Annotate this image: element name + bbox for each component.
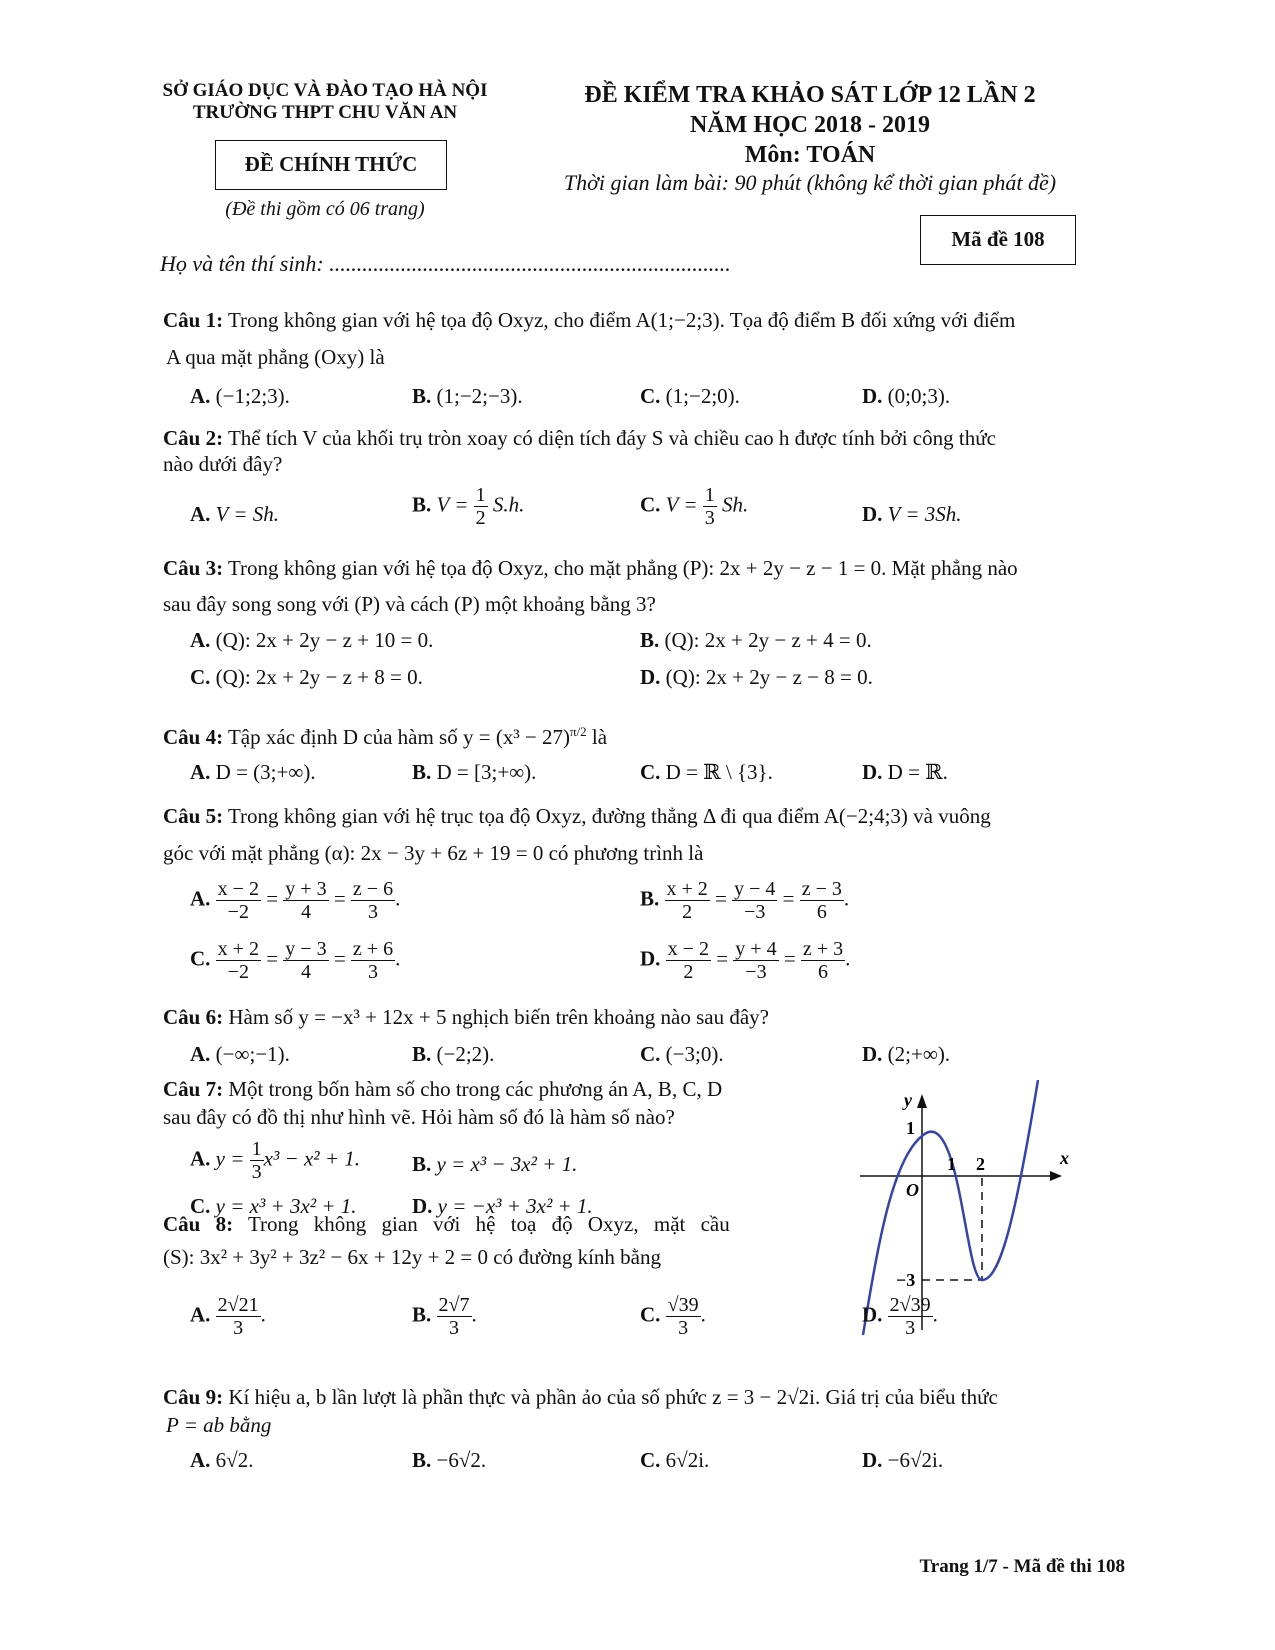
exam-code: Mã đề 108 [920,215,1076,265]
q9-line2: P = ab bằng [166,1413,272,1437]
q1-option-a[interactable]: A. (−1;2;3). [190,384,290,408]
q2-b-fraction: $\frac{1}{2}$ [475,484,486,529]
q8-option-b[interactable]: B. $\frac{2√7}{3}$ . [412,1294,477,1339]
q2-option-d[interactable]: D. V = 3Sh. [862,502,962,526]
x-axis-label: x [1060,1148,1069,1168]
q2-option-b[interactable]: B. V = $\frac{1}{2}$ S.h. [412,484,525,529]
q7-line1: Câu 7: Một trong bốn hàm số cho trong các phương án A, B, C, D [163,1077,723,1101]
q1-line1: Câu 1: Trong không gian với hệ tọa độ Oxyz, cho điểm A(1;−2;3). Tọa độ điểm B đối xứng với điểm [163,308,1016,332]
q5-d-frac-2: $\frac{y + 4}{-3}$ [735,938,777,983]
official-badge: ĐỀ CHÍNH THỨC [215,140,447,190]
q9-option-b[interactable]: B. −6√2. [412,1448,487,1472]
origin-label: O [906,1180,919,1200]
q5-a-frac-3: $\frac{z - 6}{3}$ [352,878,394,923]
q3-line2: sau đây song song với (P) và cách (P) một khoảng bằng 3? [163,592,656,616]
student-name-line: Họ và tên thí sinh: ......................................................................... [160,251,731,276]
y-axis-label: y [904,1090,912,1110]
q8-c-fraction: $\frac{√39}{3}$ [667,1294,699,1339]
q5-d-frac-1: $\frac{x - 2}{2}$ [667,938,709,983]
x-axis-arrow [1050,1171,1062,1181]
q7-a-fraction: $\frac{1}{3}$ [251,1138,262,1183]
q3-line1: Câu 3: Trong không gian với hệ tọa độ Oxyz, cho mặt phẳng (P): 2x + 2y − z − 1 = 0. Mặt phẳng nào [163,556,1018,580]
y-max-label: 1 [906,1118,915,1138]
subject: Môn: TOÁN [744,142,876,168]
q8-option-c[interactable]: C. $\frac{√39}{3}$ . [640,1294,706,1339]
q2-option-c[interactable]: C. V = $\frac{1}{3}$ Sh. [640,484,749,529]
pages-note: (Đề thi gồm có 06 trang) [225,198,425,220]
q4-line: Câu 4: Tập xác định D của hàm số $y = (x^3 - 27)^{\pi/2}$ là [163,724,608,749]
q6-option-d[interactable]: D. (2;+∞). [862,1042,951,1066]
q1-option-d[interactable]: D. (0;0;3). [862,384,951,408]
q5-b-frac-2: $\frac{y - 4}{-3}$ [734,878,776,923]
school-name: TRƯỜNG THPT CHU VĂN AN [192,102,458,123]
y-axis-arrow [917,1094,927,1108]
q5-line1: Câu 5: Trong không gian với hệ trục tọa độ Oxyz, đường thẳng Δ đi qua điểm A(−2;4;3) và vuông [163,804,991,828]
q2-line1: Câu 2: Thể tích V của khối trụ tròn xoay có diện tích đáy S và chiều cao h được tính bởi công thức [163,426,996,450]
q9-option-a[interactable]: A. 6√2. [190,1448,254,1472]
q9-option-c[interactable]: C. 6√2i. [640,1448,710,1472]
q7-line2: sau đây có đồ thị như hình vẽ. Hỏi hàm số đó là hàm số nào? [163,1105,675,1129]
q7-option-c[interactable]: C. y = x³ + 3x² + 1. [190,1194,357,1218]
q8-option-a[interactable]: A. $\frac{2√21}{3}$ . [190,1294,266,1339]
q3-option-c[interactable]: C. (Q): 2x + 2y − z + 8 = 0. [190,665,423,689]
q2-line2: nào dưới đây? [163,452,283,476]
q5-b-frac-3: $\frac{z - 3}{6}$ [801,878,842,923]
q5-a-frac-1: $\frac{x - 2}{-2}$ [217,878,259,923]
q5-option-d[interactable]: D. $\frac{x - 2}{2}$ = $\frac{y + 4}{-3}$ = $\frac{z + 3}{6}$ . [640,938,851,983]
school-year: NĂM HỌC 2018 - 2019 [690,112,930,138]
q3-option-b[interactable]: B. (Q): 2x + 2y − z + 4 = 0. [640,628,872,652]
y-min-label: −3 [896,1270,916,1290]
q5-c-frac-2: $\frac{y - 3}{4}$ [285,938,327,983]
q9-line1: Câu 9: Kí hiệu a, b lần lượt là phần thực và phần ảo của số phức z = 3 − 2√2i. Giá trị của biểu thức [163,1385,998,1409]
exam-title: ĐỀ KIỂM TRA KHẢO SÁT LỚP 12 LẦN 2 [584,82,1036,108]
q6-option-a[interactable]: A. (−∞;−1). [190,1042,290,1066]
q4-option-c[interactable]: C. D = ℝ \ {3}. [640,760,773,784]
q7-option-d[interactable]: D. y = −x³ + 3x² + 1. [412,1194,593,1218]
q8-option-d[interactable]: D. $\frac{2√39}{3}$ . [862,1294,938,1339]
q5-b-frac-1: $\frac{x + 2}{2}$ [666,878,708,923]
q6-option-c[interactable]: C. (−3;0). [640,1042,724,1066]
q7-option-a[interactable]: A. y = $\frac{1}{3}$ x³ − x² + 1. [190,1138,360,1183]
q5-d-frac-3: $\frac{z + 3}{6}$ [802,938,844,983]
q5-a-frac-2: $\frac{y + 3}{4}$ [285,878,327,923]
q6-option-b[interactable]: B. (−2;2). [412,1042,495,1066]
q8-d-fraction: $\frac{2√39}{3}$ [889,1294,931,1339]
q5-c-frac-3: $\frac{z + 6}{3}$ [352,938,394,983]
q4-option-a[interactable]: A. D = (3;+∞). [190,760,316,784]
q2-option-a[interactable]: A. V = Sh. [190,502,280,526]
q6-line1: Câu 6: Hàm số y = −x³ + 12x + 5 nghịch biến trên khoảng nào sau đây? [163,1005,769,1029]
q5-option-a[interactable]: A. $\frac{x - 2}{-2}$ = $\frac{y + 3}{4}$ = $\frac{z - 6}{3}$ . [190,878,401,923]
q4-option-b[interactable]: B. D = [3;+∞). [412,760,537,784]
department: SỞ GIÁO DỤC VÀ ĐÀO TẠO HÀ NỘI [162,80,488,101]
q8-line2: (S): 3x² + 3y² + 3z² − 6x + 12y + 2 = 0 có đường kính bằng [163,1245,661,1269]
q5-line2: góc với mặt phẳng (α): 2x − 3y + 6z + 19 = 0 có phương trình là [163,841,704,865]
q8-a-fraction: $\frac{2√21}{3}$ [217,1294,259,1339]
q9-option-d[interactable]: D. −6√2i. [862,1448,944,1472]
q3-option-d[interactable]: D. (Q): 2x + 2y − z − 8 = 0. [640,665,873,689]
time-note: Thời gian làm bài: 90 phút (không kể thời gian phát đề) [563,170,1057,195]
q1-option-c[interactable]: C. (1;−2;0). [640,384,740,408]
q8-b-fraction: $\frac{2√7}{3}$ [438,1294,470,1339]
q4-option-d[interactable]: D. D = ℝ. [862,760,948,784]
q8-line1: Câu 8: Trong không gian với hệ toạ độ Oxyz, mặt cầu [163,1212,730,1236]
q5-option-b[interactable]: B. $\frac{x + 2}{2}$ = $\frac{y - 4}{-3}$ = $\frac{z - 3}{6}$ . [640,878,850,923]
q1-line2: A qua mặt phẳng (Oxy) là [166,345,385,369]
tick-label-1: 1 [947,1154,956,1174]
q1-option-b[interactable]: B. (1;−2;−3). [412,384,523,408]
q4-exponent: π/2 [569,724,587,739]
q7-option-b[interactable]: B. y = x³ − 3x² + 1. [412,1152,578,1176]
page-footer: Trang 1/7 - Mã đề thi 108 [919,1556,1125,1577]
q5-c-frac-1: $\frac{x + 2}{-2}$ [217,938,259,983]
q3-option-a[interactable]: A. (Q): 2x + 2y − z + 10 = 0. [190,628,434,652]
tick-label-2: 2 [976,1154,985,1174]
q5-option-c[interactable]: C. $\frac{x + 2}{-2}$ = $\frac{y - 3}{4}$ = $\frac{z + 6}{3}$ . [190,938,401,983]
q2-c-fraction: $\frac{1}{3}$ [704,484,715,529]
